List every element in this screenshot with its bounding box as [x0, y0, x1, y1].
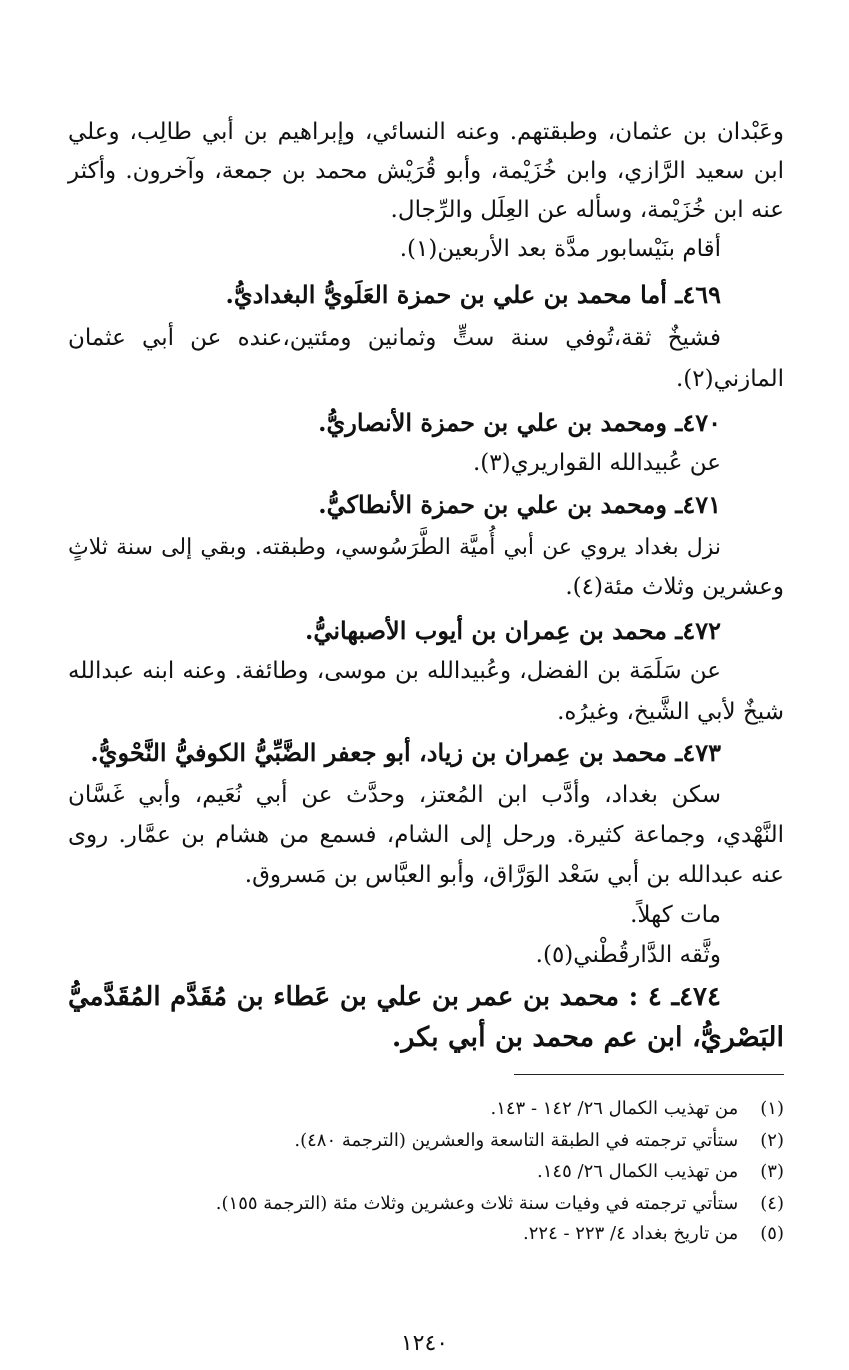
- footnote-number: (٥): [760, 1223, 784, 1244]
- body-line: عن عُبيدالله القواريري(٣).: [472, 450, 721, 476]
- body-line: وعشرين وثلاث مئة(٤).: [565, 574, 784, 600]
- footnote-number: (٢): [760, 1130, 784, 1151]
- body-line: فشيخٌ ثقة،تُوفي سنة ستٍّ وثمانين ومئتين،عنده عن أبي عثمان: [68, 325, 721, 351]
- body-line: وثَّقه الدَّارقُطْني(٥).: [535, 942, 721, 968]
- footnote-text: من تهذيب الكمال ٢٦/ ١٤٢ - ١٤٣.: [490, 1098, 739, 1119]
- entry-heading-470: ٤٧٠ـ ومحمد بن علي بن حمزة الأنصاريُّ.: [318, 408, 721, 437]
- footnote-text: من تهذيب الكمال ٢٦/ ١٤٥.: [537, 1161, 739, 1182]
- body-line: ابن سعيد الرَّازي، وابن خُزَيْمة، وأبو قُرَيْش محمد بن جمعة، وآخرون. وأكثر: [68, 158, 784, 184]
- entry-heading-474: ٤٧٤ـ ٤ : محمد بن عمر بن علي بن عَطاء بن مُقَدَّم المُقَدَّميُّ: [68, 982, 721, 1012]
- entry-heading-472: ٤٧٢ـ محمد بن عِمران بن أيوب الأصبهانيُّ.: [304, 616, 721, 645]
- entry-heading-469: ٤٦٩ـ أما محمد بن علي بن حمزة العَلَويُّ البغداديُّ.: [225, 280, 721, 309]
- body-line: سكن بغداد، وأدَّب ابن المُعتز، وحدَّث عن أبي نُعَيم، وأبي غَسَّان: [68, 782, 721, 808]
- body-line: النَّهْدي، وجماعة كثيرة. ورحل إلى الشام، فسمع من هشام بن عمَّار. روى: [68, 822, 784, 848]
- footnote-2: [68, 1129, 784, 1153]
- body-line: مات كهلاً.: [630, 902, 721, 928]
- body-line: عنه ابن خُزَيْمة، وسأله عن العِلَل والرِّجال.: [390, 197, 784, 223]
- body-line: وعَبْدان بن عثمان، وطبقتهم. وعنه النسائي، وإبراهيم بن أبي طالِب، وعلي: [68, 119, 784, 145]
- entry-heading-473: ٤٧٣ـ محمد بن عِمران بن زياد، أبو جعفر الضَّبِّيُّ الكوفيُّ النَّحْويُّ.: [90, 738, 721, 767]
- page-number: ١٢٤٠: [400, 1331, 449, 1356]
- footnote-text: ستأتي ترجمته في الطبقة التاسعة والعشرين (الترجمة ٤٨٠).: [294, 1130, 739, 1151]
- entry-heading-471: ٤٧١ـ ومحمد بن علي بن حمزة الأنطاكيُّ.: [318, 490, 721, 519]
- body-line: المازني(٢).: [675, 366, 784, 392]
- footnote-4: [68, 1192, 784, 1216]
- footnote-number: (٣): [760, 1161, 784, 1182]
- footnote-1: [68, 1097, 784, 1121]
- body-line: شيخٌ لأبي الشَّيخ، وغيرُه.: [557, 699, 784, 725]
- footnote-text: من تاريخ بغداد ٤/ ٢٢٣ - ٢٢٤.: [523, 1223, 739, 1244]
- footnote-text: ستأتي ترجمته في وفيات سنة ثلاث وعشرين وثلاث مئة (الترجمة ١٥٥).: [215, 1193, 739, 1214]
- body-line: عنه عبدالله بن أبي سَعْد الوَرَّاق، وأبو العبَّاس بن مَسروق.: [244, 862, 784, 888]
- footnote-3: [68, 1160, 784, 1184]
- body-line: عن سَلَمَة بن الفضل، وعُبيدالله بن موسى، وطائفة. وعنه ابنه عبدالله: [68, 658, 721, 684]
- body-line: أقام بنَيْسابور مدَّة بعد الأربعين(١).: [399, 236, 721, 262]
- entry-heading-474-cont: البَصْريُّ، ابن عم محمد بن أبي بكر.: [391, 1022, 784, 1053]
- footnote-5: [68, 1222, 784, 1246]
- footnote-divider: [514, 1074, 784, 1075]
- footnote-number: (٤): [760, 1193, 784, 1214]
- footnote-number: (١): [760, 1098, 784, 1119]
- body-line: نزل بغداد يروي عن أبي أُميَّة الطَّرَسُوسي، وطبقته. وبقي إلى سنة ثلاثٍ: [68, 535, 721, 560]
